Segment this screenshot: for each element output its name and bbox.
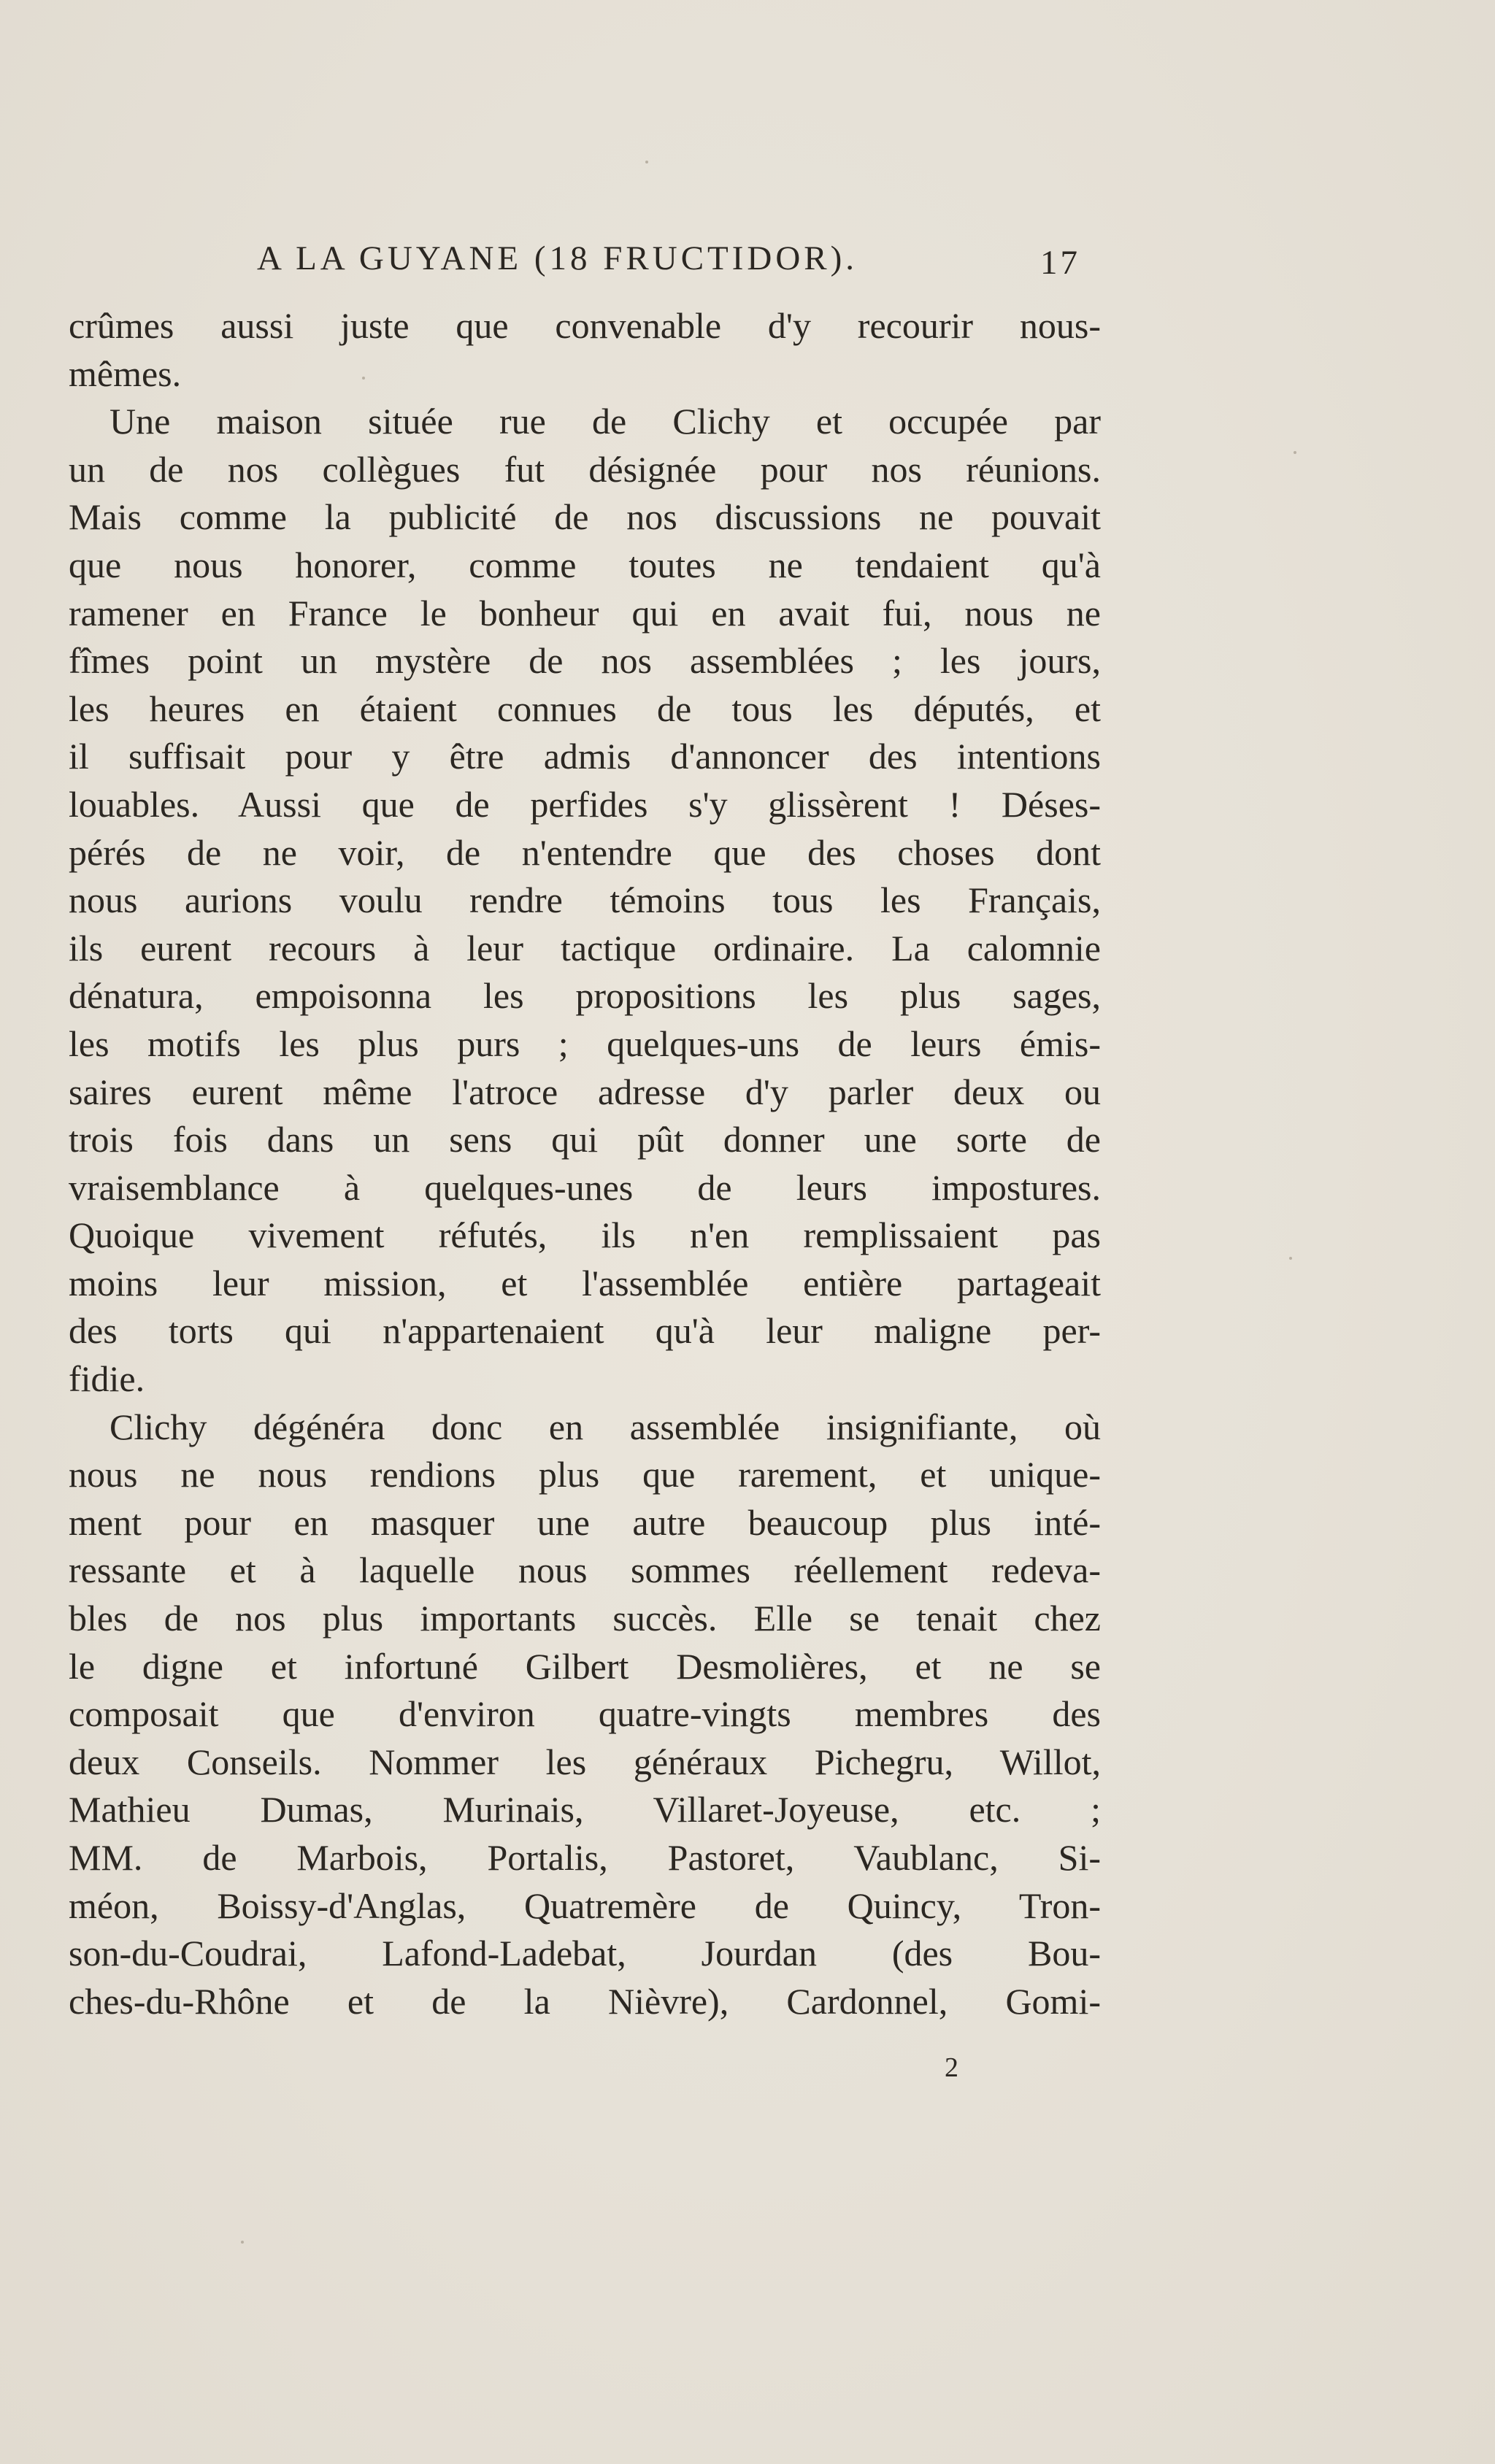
text-line: dénatura, empoisonna les propositions les plus sages, — [69, 975, 1101, 1017]
text-line: MM. de Marbois, Portalis, Pastoret, Vaublanc, Si- — [69, 1837, 1101, 1878]
text-line: mêmes. — [69, 353, 182, 394]
running-title: A LA GUYANE (18 FRUCTIDOR). — [257, 239, 858, 277]
page-number: 17 — [1040, 244, 1080, 282]
paper-speck — [1289, 1257, 1292, 1260]
text-line: louables. Aussi que de perfides s'y glissèrent ! Déses- — [69, 783, 1101, 825]
text-line: saires eurent même l'atroce adresse d'y parler deux ou — [69, 1071, 1101, 1112]
text-line: ramener en France le bonheur qui en avait fui, nous ne — [69, 592, 1101, 634]
text-line: ils eurent recours à leur tactique ordinaire. La calomnie — [69, 927, 1101, 969]
text-line: des torts qui n'appartenaient qu'à leur maligne per- — [69, 1310, 1101, 1352]
text-line: les heures en étaient connues de tous les députés, et — [69, 688, 1101, 729]
text-line: ches-du-Rhône et de la Nièvre), Cardonnel, Gomi- — [69, 1980, 1101, 2022]
paper-speck — [1294, 451, 1296, 454]
paper-speck — [241, 2241, 244, 2244]
text-line: Clichy dégénéra donc en assemblée insignifiante, où — [109, 1406, 1101, 1447]
text-line: deux Conseils. Nommer les généraux Pichegru, Willot, — [69, 1741, 1101, 1782]
text-line: trois fois dans un sens qui pût donner une sorte de — [69, 1119, 1101, 1160]
text-line: bles de nos plus importants succès. Elle se tenait chez — [69, 1598, 1101, 1639]
text-line: Mathieu Dumas, Murinais, Villaret-Joyeuse, etc. ; — [69, 1789, 1101, 1830]
text-line: fîmes point un mystère de nos assemblées ; les jours, — [69, 640, 1101, 682]
paper-speck — [362, 377, 365, 380]
text-line: ressante et à laquelle nous sommes réellement redeva- — [69, 1549, 1101, 1591]
text-line: méon, Boissy-d'Anglas, Quatremère de Quincy, Tron- — [69, 1884, 1101, 1926]
text-line: Une maison située rue de Clichy et occupée par — [109, 401, 1101, 442]
text-line: les motifs les plus purs ; quelques-uns de leurs émis- — [69, 1023, 1101, 1064]
signature-mark: 2 — [945, 2052, 960, 2083]
text-line: ment pour en masquer une autre beaucoup plus inté- — [69, 1501, 1101, 1543]
text-line: fidie. — [69, 1358, 145, 1400]
text-line: nous ne nous rendions plus que rarement, et unique- — [69, 1454, 1101, 1495]
text-line: nous aurions voulu rendre témoins tous les Français, — [69, 879, 1101, 921]
body-text — [69, 302, 1101, 2025]
text-line: pérés de ne voir, de n'entendre que des choses dont — [69, 831, 1101, 873]
text-line: crûmes aussi juste que convenable d'y recourir nous- — [69, 305, 1101, 346]
page-header — [257, 235, 1080, 282]
text-line: vraisemblance à quelques-unes de leurs impostures. — [69, 1166, 1101, 1208]
text-line: il suffisait pour y être admis d'annoncer des intentions — [69, 736, 1101, 777]
text-line: son-du-Coudrai, Lafond-Ladebat, Jourdan (des Bou- — [69, 1933, 1101, 1974]
text-line: un de nos collègues fut désignée pour nos réunions. — [69, 448, 1101, 490]
text-line: que nous honorer, comme toutes ne tendaient qu'à — [69, 544, 1101, 585]
text-line: composait que d'environ quatre-vingts membres des — [69, 1693, 1101, 1735]
text-line: le digne et infortuné Gilbert Desmolières, et ne se — [69, 1645, 1101, 1687]
paper-speck — [645, 161, 648, 163]
text-line: Mais comme la publicité de nos discussions ne pouvait — [69, 496, 1101, 538]
text-line: Quoique vivement réfutés, ils n'en remplissaient pas — [69, 1214, 1101, 1256]
text-line: moins leur mission, et l'assemblée entière partageait — [69, 1262, 1101, 1304]
